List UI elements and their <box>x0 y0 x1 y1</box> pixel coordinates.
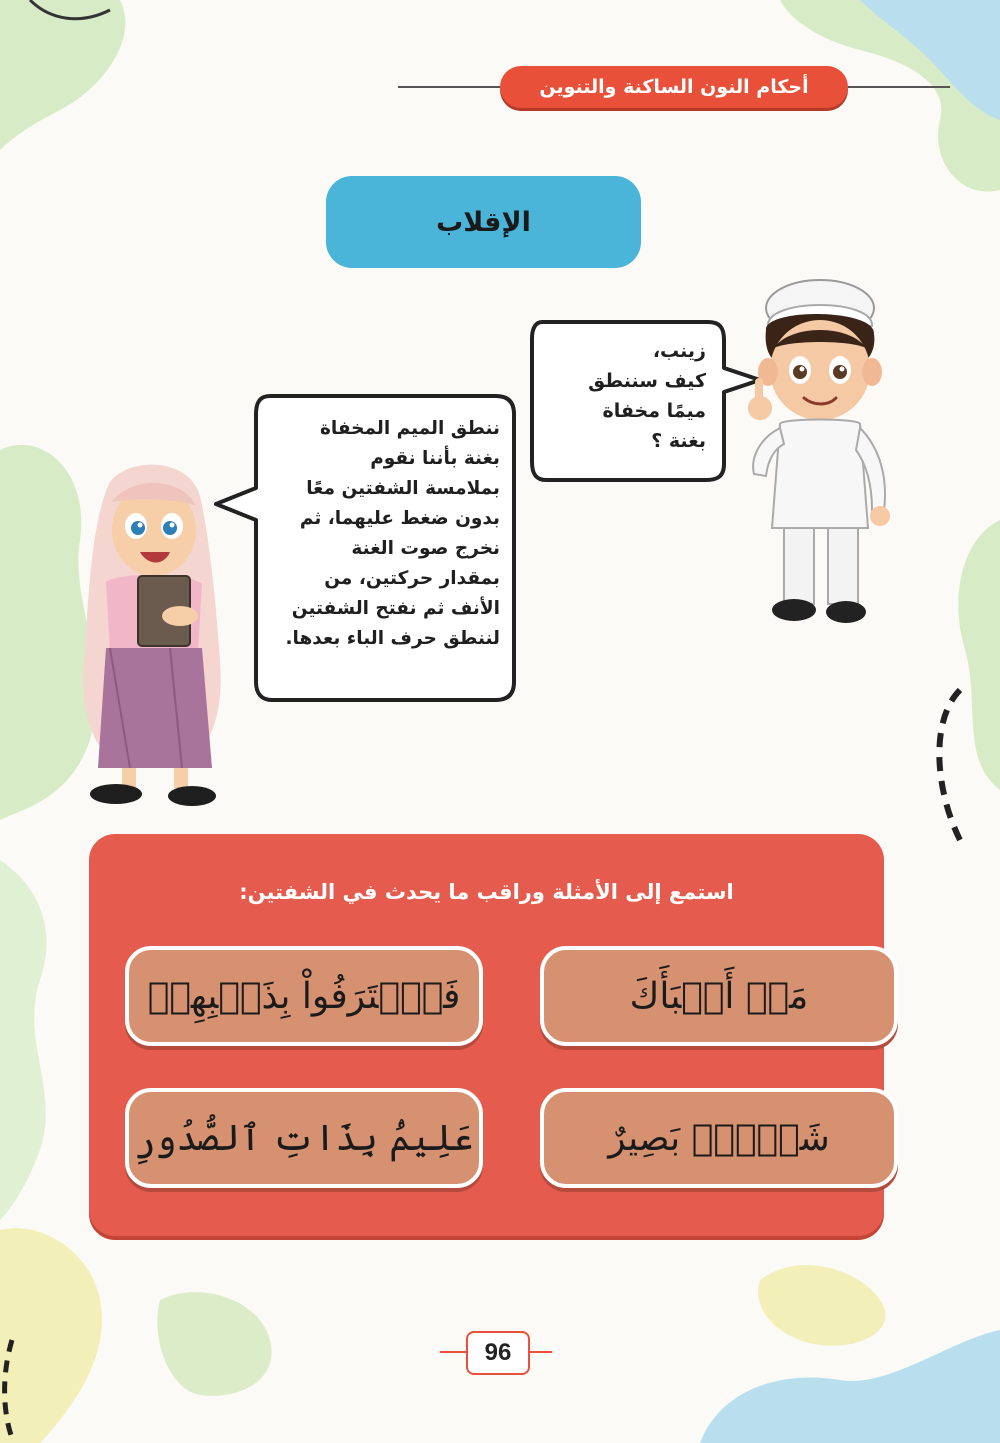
girl-speech-line: ننطق الميم المخفاة <box>319 418 500 439</box>
header-line-left <box>398 86 500 88</box>
boy-speech-line: ميمًا مخفاة <box>602 400 706 422</box>
girl-speech-line: الأنف ثم نفتح الشفتين <box>291 598 500 619</box>
boy-speech-text <box>556 336 706 456</box>
girl-speech-line: بمقدار حركتين، من <box>324 568 500 589</box>
example-card[interactable] <box>540 946 898 1046</box>
girl-speech-line: بغنة بأننا نقوم <box>370 448 500 469</box>
example-text: شَيۡءِۭ بَصِيرٌ <box>608 1117 830 1159</box>
example-text: فَٱعۡتَرَفُواْ بِذَنۢبِهِمۡ <box>147 975 461 1017</box>
girl-character-illustration <box>70 462 230 812</box>
girl-speech-line: بدون ضغط عليهما، ثم <box>299 508 500 529</box>
exercise-panel <box>89 834 884 1236</box>
page-number: 96 <box>466 1331 530 1375</box>
example-card[interactable] <box>125 1088 483 1188</box>
example-text: مَنۢ أَنۢبَأَكَ <box>629 975 809 1017</box>
boy-speech-line: كيف سننطق <box>588 370 706 392</box>
lesson-title: الإقلاب <box>326 176 641 268</box>
boy-character-illustration <box>740 278 900 630</box>
girl-speech-line: نخرج صوت الغنة <box>351 538 500 559</box>
page-number-line-left <box>440 1351 466 1353</box>
header-line-right <box>848 86 950 88</box>
example-card[interactable] <box>125 946 483 1046</box>
boy-speech-line: زينب، <box>652 340 706 362</box>
girl-speech-line: لننطق حرف الباء بعدها. <box>285 628 500 649</box>
chapter-title: أحكام النون الساكنة والتنوين <box>500 66 848 108</box>
girl-speech-line: بملامسة الشفتين معًا <box>306 478 500 499</box>
example-text: عَلِيمُۢ بِذَاتِ ٱلصُّدُورِ <box>134 1117 474 1159</box>
exercise-instruction: استمع إلى الأمثلة وراقب ما يحدث في الشفتين: <box>239 880 734 904</box>
girl-speech-text <box>268 414 500 654</box>
boy-speech-line: بغنة ؟ <box>651 430 706 452</box>
example-card[interactable] <box>540 1088 898 1188</box>
